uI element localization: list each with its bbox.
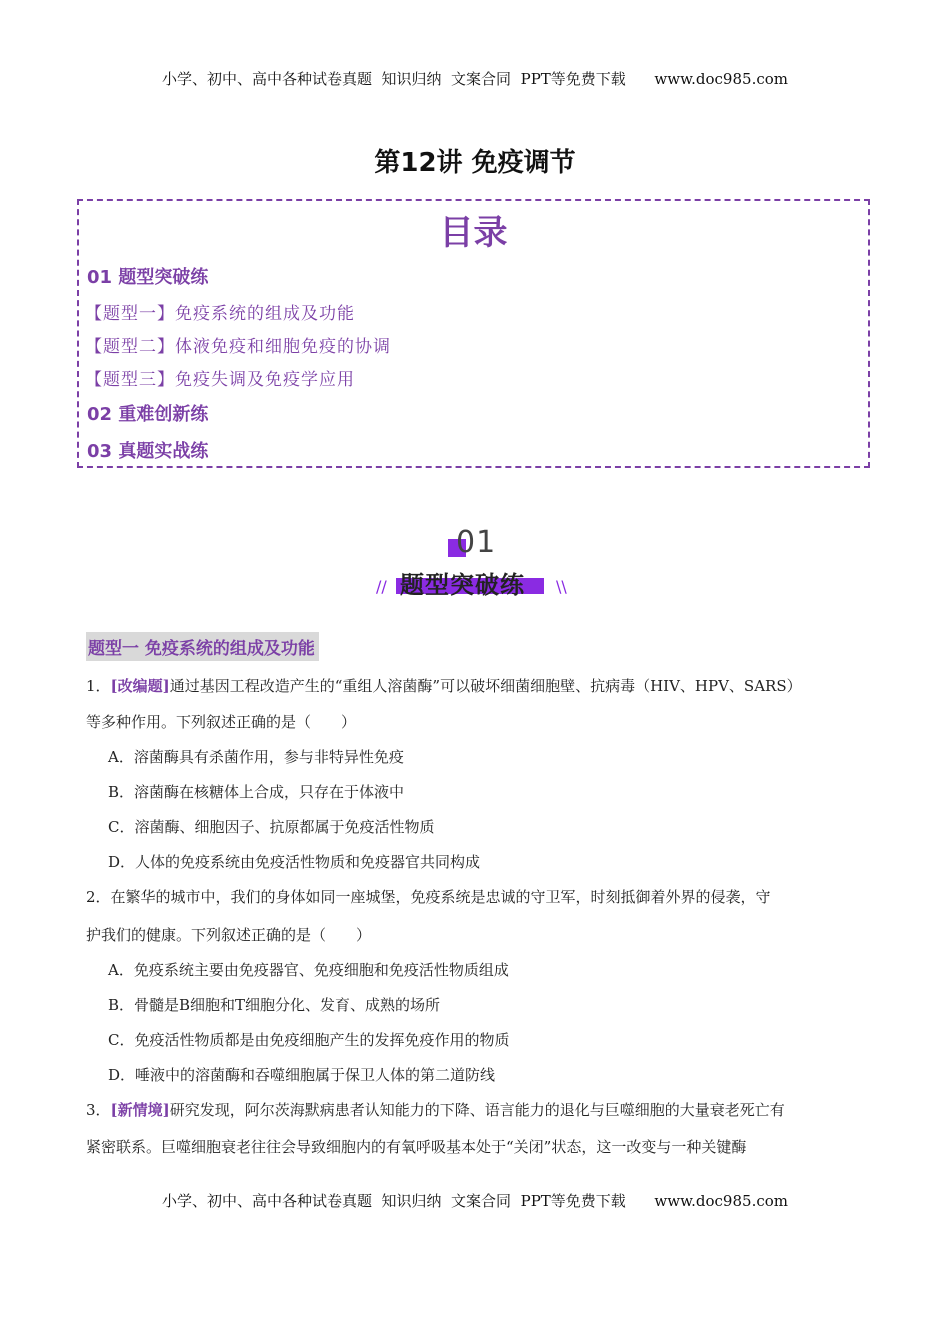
toc-section-2[interactable]: 02 重难创新练 xyxy=(87,404,209,425)
toc-item-2[interactable]: 【题型二】体液免疫和细胞免疫的协调 xyxy=(85,337,391,357)
question-text: 通过基因工程改造产生的“重组人溶菌酶”可以破坏细菌细胞壁、抗病毒（HIV、HPV、SARS） xyxy=(169,677,802,695)
question-3-line-2: 紧密联系。巨噬细胞衰老往往会导致细胞内的有氧呼吸基本处于“关闭”状态，这一改变与一种关键酶 xyxy=(86,1138,747,1156)
question-3-line-1 xyxy=(86,1099,785,1120)
banner-label: 题型突破练 xyxy=(400,571,525,599)
section-title: 题型一 免疫系统的组成及功能 xyxy=(86,632,319,661)
question-2-option-d[interactable]: D．唾液中的溶菌酶和吞噬细胞属于保卫人体的第二道防线 xyxy=(108,1066,496,1084)
question-tag: [新情境] xyxy=(110,1101,170,1119)
toc-heading: 目录 xyxy=(439,213,508,253)
section-banner xyxy=(370,525,580,605)
question-tag: [改编题] xyxy=(110,677,170,695)
toc-item-3[interactable]: 【题型三】免疫失调及免疫学应用 xyxy=(85,370,355,390)
banner-left-slashes: // xyxy=(376,577,387,596)
question-2-option-a[interactable]: A．免疫系统主要由免疫器官、免疫细胞和免疫活性物质组成 xyxy=(108,961,509,979)
question-text: 在繁华的城市中，我们的身体如同一座城堡，免疫系统是忠诚的守卫军，时刻抵御着外界的侵袭，守 xyxy=(110,888,771,906)
question-number: 3． xyxy=(86,1101,111,1119)
question-2-option-b[interactable]: B．骨髓是B细胞和T细胞分化、发育、成熟的场所 xyxy=(108,996,441,1014)
table-of-contents xyxy=(77,199,870,468)
page-footer: 小学、初中、高中各种试卷真题 知识归纳 文案合同 PPT等免费下载 www.doc985.com xyxy=(161,1192,788,1210)
banner-right-slashes: \\ xyxy=(556,577,567,596)
toc-section-1[interactable]: 01 题型突破练 xyxy=(87,267,209,288)
question-1-option-b[interactable]: B．溶菌酶在核糖体上合成，只存在于体液中 xyxy=(108,783,405,801)
question-text: 研究发现，阿尔茨海默病患者认知能力的下降、语言能力的退化与巨噬细胞的大量衰老死亡有 xyxy=(169,1101,785,1119)
toc-section-3[interactable]: 03 真题实战练 xyxy=(87,441,209,462)
question-number: 1． xyxy=(86,677,111,695)
question-1-option-c[interactable]: C．溶菌酶、细胞因子、抗原都属于免疫活性物质 xyxy=(108,818,435,836)
question-2-option-c[interactable]: C．免疫活性物质都是由免疫细胞产生的发挥免疫作用的物质 xyxy=(108,1031,510,1049)
question-1-line-2: 等多种作用。下列叙述正确的是（ ） xyxy=(86,713,357,731)
banner-number: 01 xyxy=(456,525,497,560)
question-1-line-1 xyxy=(86,675,802,696)
page-header: 小学、初中、高中各种试卷真题 知识归纳 文案合同 PPT等免费下载 www.doc985.com xyxy=(161,70,788,88)
question-2-line-1 xyxy=(86,886,771,907)
question-1-option-d[interactable]: D．人体的免疫系统由免疫活性物质和免疫器官共同构成 xyxy=(108,853,481,871)
question-1-option-a[interactable]: A．溶菌酶具有杀菌作用，参与非特异性免疫 xyxy=(108,748,404,766)
toc-item-1[interactable]: 【题型一】免疫系统的组成及功能 xyxy=(85,304,355,324)
page-title: 第12讲 免疫调节 xyxy=(374,148,576,178)
question-number: 2． xyxy=(86,888,111,906)
question-2-line-2: 护我们的健康。下列叙述正确的是（ ） xyxy=(86,926,372,944)
